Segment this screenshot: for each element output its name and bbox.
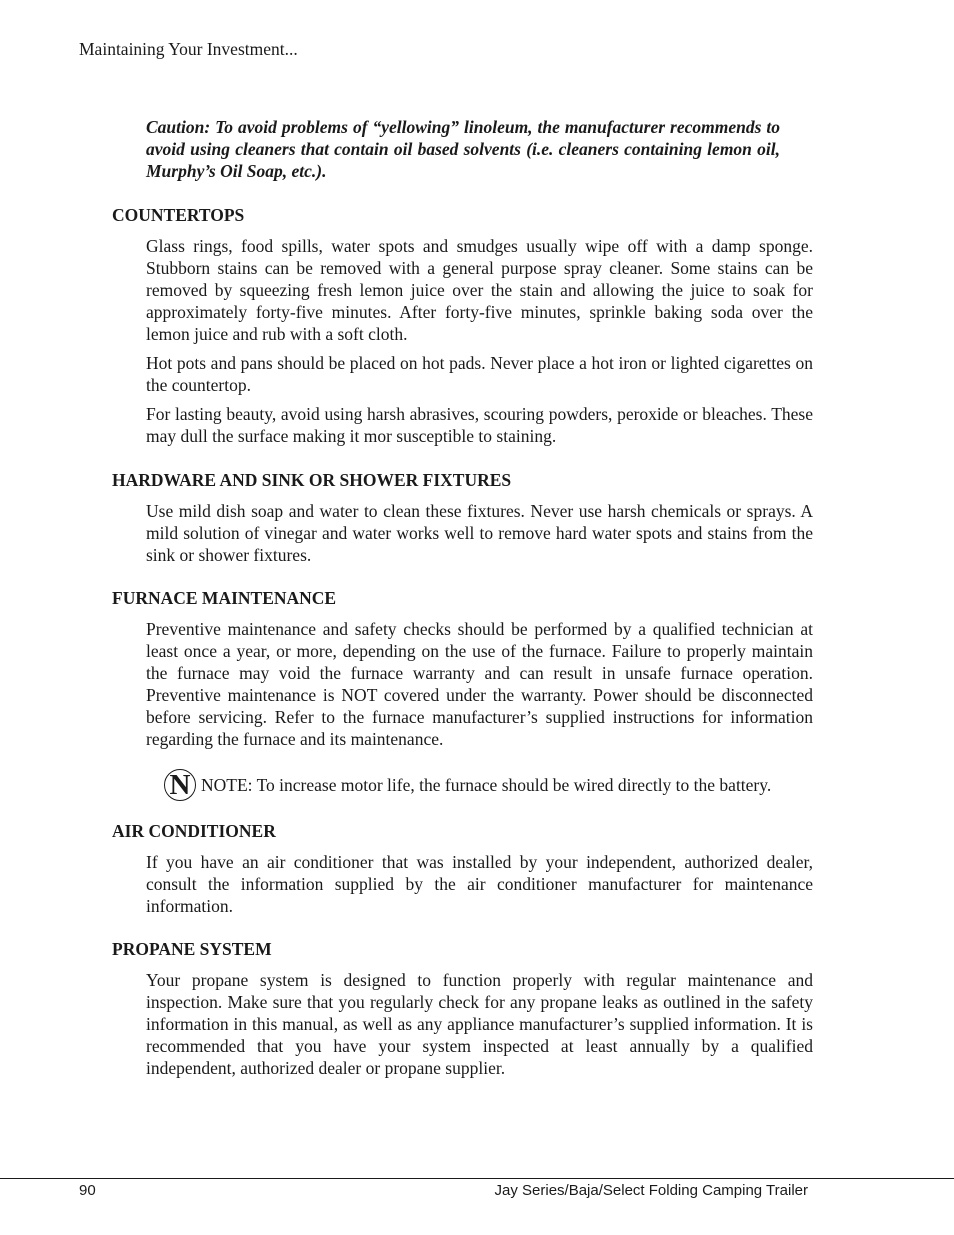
footer-divider — [0, 1178, 954, 1179]
section-heading-propane: PROPANE SYSTEM — [112, 939, 272, 959]
countertops-paragraph-2: Hot pots and pans should be placed on hot pads. Never place a hot iron or lighted cigarettes on the countertop. — [146, 353, 813, 395]
furnace-note — [164, 767, 771, 803]
note-n-circle-icon: N — [164, 769, 196, 801]
furnace-paragraph-1: Preventive maintenance and safety checks should be performed by a qualified technician at least once a year, or more, depending on the use of the furnace. Failure to properly maintain the furnace may void the furnace warranty and can result in unsafe furnace operation. Preventive maintenance is NOT covered under the warranty. Power should be disconnected before servicing. Refer to the furnace manufacturer’s supplied instructions for information regarding the furnace and its maintenance. — [146, 619, 813, 749]
footer-document-title: Jay Series/Baja/Select Folding Camping Trailer — [494, 1182, 808, 1199]
section-heading-furnace: FURNACE MAINTENANCE — [112, 588, 337, 608]
page-number: 90 — [79, 1182, 96, 1199]
countertops-paragraph-1: Glass rings, food spills, water spots and smudges usually wipe off with a damp sponge. Stubborn stains can be removed with a general purpose spray cleaner. Some stains can be removed by squeezing fresh lemon juice over the stain and allowing the juice to soak for approximately forty-five minutes. After forty-five minutes, sprinkle baking soda over the lemon juice and rub with a soft cloth. — [146, 236, 813, 344]
hardware-paragraph-1: Use mild dish soap and water to clean these fixtures. Never use harsh chemicals or sprays. A mild solution of vinegar and water works well to remove hard water spots and stains from the sink or shower fixtures. — [146, 501, 813, 565]
note-text: NOTE: To increase motor life, the furnace should be wired directly to the battery. — [201, 775, 772, 795]
section-heading-air-conditioner: AIR CONDITIONER — [112, 821, 276, 841]
air-conditioner-paragraph-1: If you have an air conditioner that was installed by your independent, authorized dealer, consult the information supplied by the air conditioner manufacturer for maintenance information. — [146, 852, 813, 916]
section-heading-hardware: HARDWARE AND SINK OR SHOWER FIXTURES — [112, 470, 512, 490]
running-header: Maintaining Your Investment... — [79, 39, 298, 59]
section-heading-countertops: COUNTERTOPS — [112, 205, 245, 225]
countertops-paragraph-3: For lasting beauty, avoid using harsh abrasives, scouring powders, peroxide or bleaches. These may dull the surface making it mor susceptible to staining. — [146, 404, 813, 446]
caution-notice: Caution: To avoid problems of “yellowing” linoleum, the manufacturer recommends to avoid using cleaners that contain oil based solvents (i.e. cleaners containing lemon oil, Murphy’s Oil Soap, etc.). — [146, 117, 780, 181]
propane-paragraph-1: Your propane system is designed to function properly with regular maintenance and inspection. Make sure that you regularly check for any propane leaks as outlined in the safety information in this manual, as well as any appliance manufacturer’s supplied information. It is recommended that you have your system inspected at least annually by a qualified independent, authorized dealer or propane supplier. — [146, 970, 813, 1078]
